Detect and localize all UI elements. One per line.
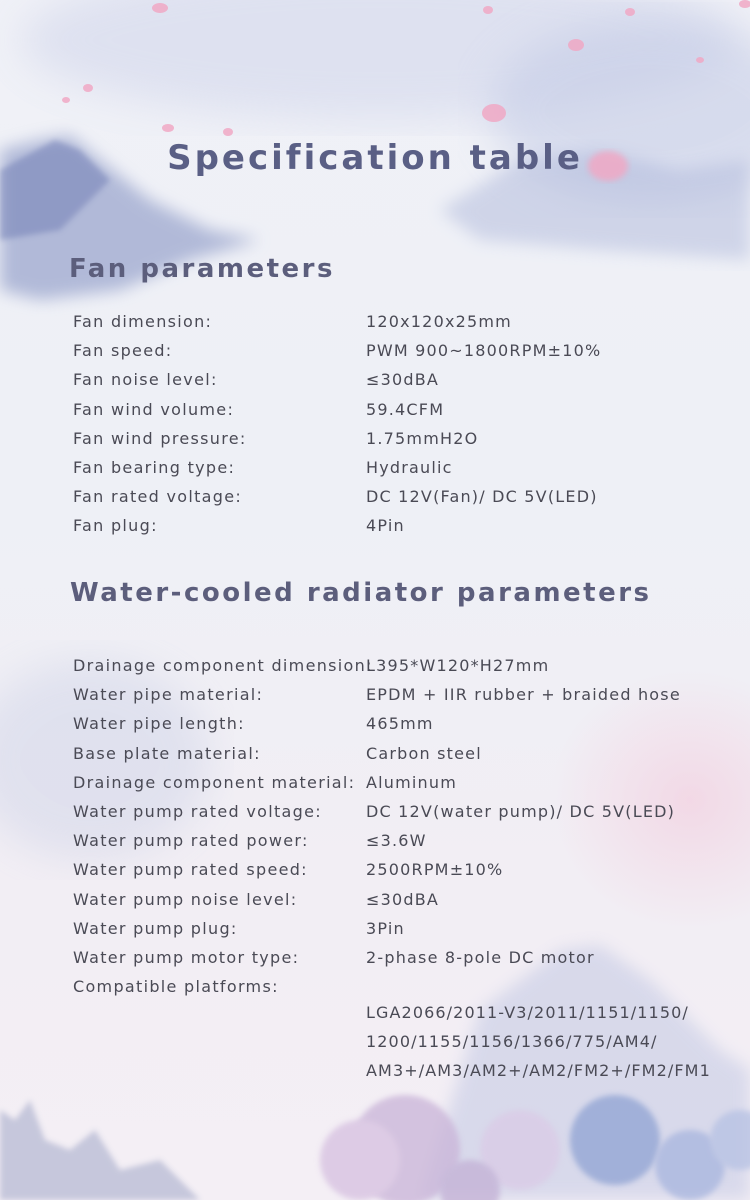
spec-value: 2-phase 8-pole DC motor bbox=[366, 947, 595, 967]
spec-label: Fan dimension: bbox=[73, 312, 213, 332]
platforms-line: AM3+/AM3/AM2+/AM2/FM2+/FM2/FM1 bbox=[366, 1061, 711, 1081]
spec-label: Fan plug: bbox=[73, 516, 158, 536]
spec-value: Hydraulic bbox=[366, 458, 453, 478]
spec-value: L395*W120*H27mm bbox=[366, 656, 550, 676]
spec-row bbox=[73, 482, 733, 511]
spec-value: PWM 900~1800RPM±10% bbox=[366, 341, 602, 361]
spec-row bbox=[73, 651, 733, 680]
spec-label: Drainage component dimension: bbox=[73, 656, 373, 676]
spec-label: Water pipe material: bbox=[73, 685, 264, 705]
spec-value: 4Pin bbox=[366, 516, 405, 536]
spec-row bbox=[73, 885, 733, 914]
spec-row bbox=[73, 336, 733, 365]
spec-label: Water pump motor type: bbox=[73, 947, 300, 967]
spec-label: Water pump rated speed: bbox=[73, 860, 308, 880]
compatible-platforms-list bbox=[366, 998, 736, 1086]
spec-value: 59.4CFM bbox=[366, 399, 445, 419]
spec-label: Base plate material: bbox=[73, 743, 261, 763]
spec-label: Water pipe length: bbox=[73, 714, 245, 734]
platforms-line: LGA2066/2011-V3/2011/1151/1150/ bbox=[366, 1003, 689, 1022]
spec-row bbox=[73, 797, 733, 826]
spec-value: ≤30dBA bbox=[366, 889, 440, 909]
fan-spec-list bbox=[73, 307, 733, 541]
spec-value: ≤30dBA bbox=[366, 370, 440, 390]
spec-row bbox=[73, 424, 733, 453]
spec-value: ≤3.6W bbox=[366, 831, 427, 851]
spec-value: Carbon steel bbox=[366, 743, 482, 763]
spec-row bbox=[73, 395, 733, 424]
spec-row bbox=[73, 365, 733, 394]
spec-label: Fan rated voltage: bbox=[73, 487, 243, 507]
spec-row bbox=[73, 709, 733, 738]
spec-row bbox=[73, 826, 733, 855]
spec-value: DC 12V(Fan)/ DC 5V(LED) bbox=[366, 487, 598, 507]
spec-value: 2500RPM±10% bbox=[366, 860, 504, 880]
spec-row bbox=[73, 943, 733, 972]
spec-label: Compatible platforms: bbox=[73, 977, 279, 997]
water-spec-list bbox=[73, 651, 733, 1001]
spec-label: Fan bearing type: bbox=[73, 458, 236, 478]
page-title: Specification table bbox=[167, 138, 583, 178]
spec-value: 465mm bbox=[366, 714, 434, 734]
spec-row bbox=[73, 914, 733, 943]
spec-label: Fan wind volume: bbox=[73, 399, 235, 419]
spec-row bbox=[73, 453, 733, 482]
spec-label: Fan wind pressure: bbox=[73, 428, 247, 448]
spec-row bbox=[73, 511, 733, 540]
spec-label: Fan speed: bbox=[73, 341, 173, 361]
spec-row bbox=[73, 680, 733, 709]
spec-value: 120x120x25mm bbox=[366, 312, 512, 332]
spec-label: Fan noise level: bbox=[73, 370, 218, 390]
platforms-line: 1200/1155/1156/1366/775/AM4/ bbox=[366, 1032, 658, 1052]
spec-value: EPDM + IIR rubber + braided hose bbox=[366, 685, 681, 705]
spec-label: Water pump rated voltage: bbox=[73, 802, 322, 822]
spec-label: Drainage component material: bbox=[73, 772, 356, 792]
spec-value: 3Pin bbox=[366, 918, 405, 938]
fan-section-heading: Fan parameters bbox=[69, 254, 335, 284]
spec-value: Aluminum bbox=[366, 772, 458, 792]
spec-row bbox=[73, 855, 733, 884]
spec-label: Water pump noise level: bbox=[73, 889, 298, 909]
spec-row bbox=[73, 307, 733, 336]
spec-label: Water pump plug: bbox=[73, 918, 238, 938]
spec-row bbox=[73, 739, 733, 768]
spec-value: DC 12V(water pump)/ DC 5V(LED) bbox=[366, 802, 676, 822]
water-section-heading: Water-cooled radiator parameters bbox=[70, 578, 652, 608]
spec-row bbox=[73, 768, 733, 797]
spec-row bbox=[73, 972, 733, 1001]
spec-value: 1.75mmH2O bbox=[366, 428, 479, 448]
spec-label: Water pump rated power: bbox=[73, 831, 309, 851]
